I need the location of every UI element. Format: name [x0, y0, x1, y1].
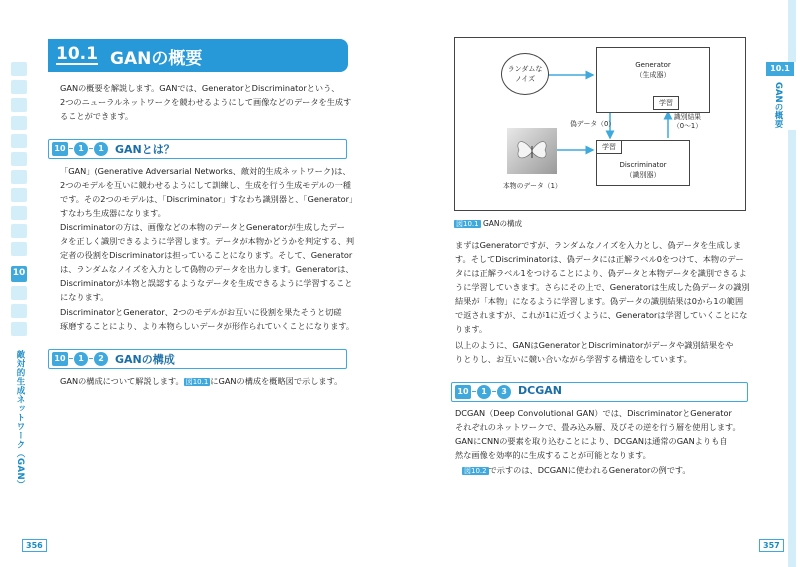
figure-ref: 図10.2	[464, 467, 487, 475]
section1-paragraph3	[60, 305, 354, 333]
section-badge: 3	[497, 385, 511, 399]
section-tab: 10.1	[766, 62, 794, 76]
text-line: 2つのモデルを互いに競わせるようにして訓練し、生成を行う生成モデルの一種	[60, 180, 351, 190]
gan-diagram	[454, 37, 746, 211]
real-data-label: 本物のデータ（1）	[503, 182, 562, 190]
side-tab-marker	[11, 224, 27, 238]
caption-text: GANの構成	[482, 219, 523, 228]
badge-connector	[472, 391, 476, 392]
section-title: GANとは？	[115, 143, 175, 156]
side-tab-marker	[11, 62, 27, 76]
generator-label: Generator （生成器）	[635, 61, 671, 79]
text-line: 以上のように、GANはGeneratorとDiscriminatorがデータや識別結果をや	[455, 340, 734, 350]
text-line: ることができます。	[60, 111, 134, 121]
page-number-left: 356	[22, 539, 47, 552]
text-line: うに学習していきます。さらにその上で、Generatorは生成した偽データの識別	[455, 282, 750, 292]
chapter-heading	[48, 39, 348, 72]
result-label: 識別結果 （0〜1）	[673, 113, 703, 130]
text-line: それぞれのネットワークで、畳み込み層、及びその逆を行う層を使用します。	[455, 422, 741, 432]
text-line: で返されますが、これが1に近づくように、Generatorは学習していくことにな	[455, 310, 748, 320]
text-line: 定者の役割をDiscriminatorは担っていることになります。そして、Generator	[60, 250, 353, 260]
text-line: は、ランダムなノイズを入力として偽物のデータを出力します。Generatorは、	[60, 264, 354, 274]
side-tab-marker	[11, 170, 27, 184]
edge-strip	[788, 130, 796, 567]
section-badge: 1	[74, 352, 88, 366]
right-paragraph1	[455, 238, 750, 336]
side-chapter-title: 敵対的生成ネットワーク（GAN）	[15, 350, 25, 490]
text-line: です。その2つのモデルは、「Discriminator」すなわち識別器と、「Generator」	[60, 194, 358, 204]
section-badge: 1	[94, 142, 108, 156]
badge-connector	[89, 148, 93, 149]
fake-data-label: 偽データ（0）	[570, 120, 616, 128]
side-tab-marker	[11, 304, 27, 318]
section-badge: 10	[455, 385, 471, 399]
badge-connector	[89, 358, 93, 359]
text-line: タには正解ラベル1をつけることにより、偽データと本物データを識別できるよ	[455, 268, 747, 278]
text-span: GANの構成について解説します。	[60, 376, 184, 386]
side-tab-marker	[11, 188, 27, 202]
text-line: りとりし、お互いに競い合いながら学習する構造をしています。	[455, 354, 692, 364]
badge-connector	[69, 358, 73, 359]
side-tab-marker	[11, 134, 27, 148]
side-tab-marker	[11, 206, 27, 220]
side-tab-marker	[11, 152, 27, 166]
text-line: す。そしてDiscriminatorは、偽データには正解ラベル0をつけて、本物のデー	[455, 254, 744, 264]
right-paragraph2	[455, 338, 733, 366]
side-tab-marker	[11, 98, 27, 112]
section-heading-2	[48, 349, 347, 369]
page-number-right: 357	[759, 539, 784, 552]
noise-node	[501, 53, 549, 95]
figure-ref: 図10.1	[185, 378, 209, 386]
section-heading-1	[48, 139, 347, 159]
text-line: 然な画像を効率的に生成することが可能となります。	[455, 450, 651, 460]
text-line: になります。	[60, 292, 109, 302]
text-line: GANにCNNの要素を取り込むことにより、DCGANは通常のGANよりも自	[455, 436, 728, 446]
side-section-title: GANの概要	[773, 82, 783, 129]
section1-paragraph1	[60, 164, 357, 220]
text-line: タを正しく識別できるように学習します。データが本物かどうかを判定する、判	[60, 236, 355, 246]
right-paragraph3	[455, 406, 741, 462]
intro-paragraph	[60, 81, 351, 123]
butterfly-icon	[507, 128, 557, 174]
section-title: GANの構成	[115, 353, 175, 366]
section-badge: 10	[52, 352, 68, 366]
figure-caption	[454, 218, 522, 229]
badge-connector	[492, 391, 496, 392]
text-span: で示すのは、DCGANに使われるGeneratorの例です。	[488, 465, 691, 475]
learn-box-generator: 学習	[653, 96, 679, 110]
edge-strip	[788, 0, 796, 62]
text-line: 結果が「本物」になるように学習します。偽データの識別結果は0から1の範囲	[455, 296, 744, 306]
figure-ref: 図10.1	[456, 220, 479, 228]
text-line: Discriminatorの方は、画像などの本物のデータとGeneratorが生成したデー	[60, 222, 345, 232]
section-badge: 1	[477, 385, 491, 399]
text-line: DCGAN（Deep Convolutional GAN）では、DiscriminatorとGenerator	[455, 408, 732, 418]
section2-paragraph	[60, 374, 342, 389]
section-badge: 2	[94, 352, 108, 366]
side-tab-marker	[11, 116, 27, 130]
text-line: DiscriminatorとGenerator、2つのモデルがお互いに役割を果たそうと切磋	[60, 307, 342, 317]
side-tab-marker	[11, 242, 27, 256]
text-line: 2つのニューラルネットワークを競わせるようにして画像などのデータを生成す	[60, 97, 352, 107]
noise-label: ランダムな ノイズ	[507, 65, 543, 83]
section-heading-3	[451, 382, 748, 402]
right-paragraph4	[462, 463, 691, 478]
side-tab-marker	[11, 322, 27, 336]
text-line: 「GAN」(Generative Adversarial Networks、敵対的生成ネットワーク)は、	[60, 166, 351, 176]
text-line: Discriminatorが本物と誤認するようなデータを生成できるように学習すること	[60, 278, 353, 288]
text-line: GANの概要を解説します。GANでは、GeneratorとDiscriminatorという、	[60, 83, 340, 93]
badge-connector	[69, 148, 73, 149]
side-tab-marker	[11, 286, 27, 300]
learn-box-discriminator: 学習	[596, 140, 622, 154]
discriminator-label: Discriminator （識別器）	[619, 161, 667, 179]
side-tab-marker	[11, 80, 27, 94]
text-line: すなわち生成器になります。	[60, 208, 166, 218]
text-line: まずはGeneratorですが、ランダムなノイズを入力とし、偽データを生成しま	[455, 240, 742, 250]
text-span: にGANの構成を概略図で示します。	[210, 376, 343, 386]
text-line: 琢磨することにより、より本物らしいデータが形作られていくことになります。	[60, 321, 355, 331]
section1-paragraph2	[60, 220, 354, 304]
section-badge: 10	[52, 142, 68, 156]
chapter-number: 10.1	[56, 44, 98, 64]
chapter-tab: 10	[11, 266, 27, 282]
text-line: ります。	[455, 324, 488, 334]
butterfly-photo	[507, 128, 557, 174]
section-badge: 1	[74, 142, 88, 156]
chapter-title: GANの概要	[110, 49, 203, 69]
section-title: DCGAN	[518, 384, 562, 397]
